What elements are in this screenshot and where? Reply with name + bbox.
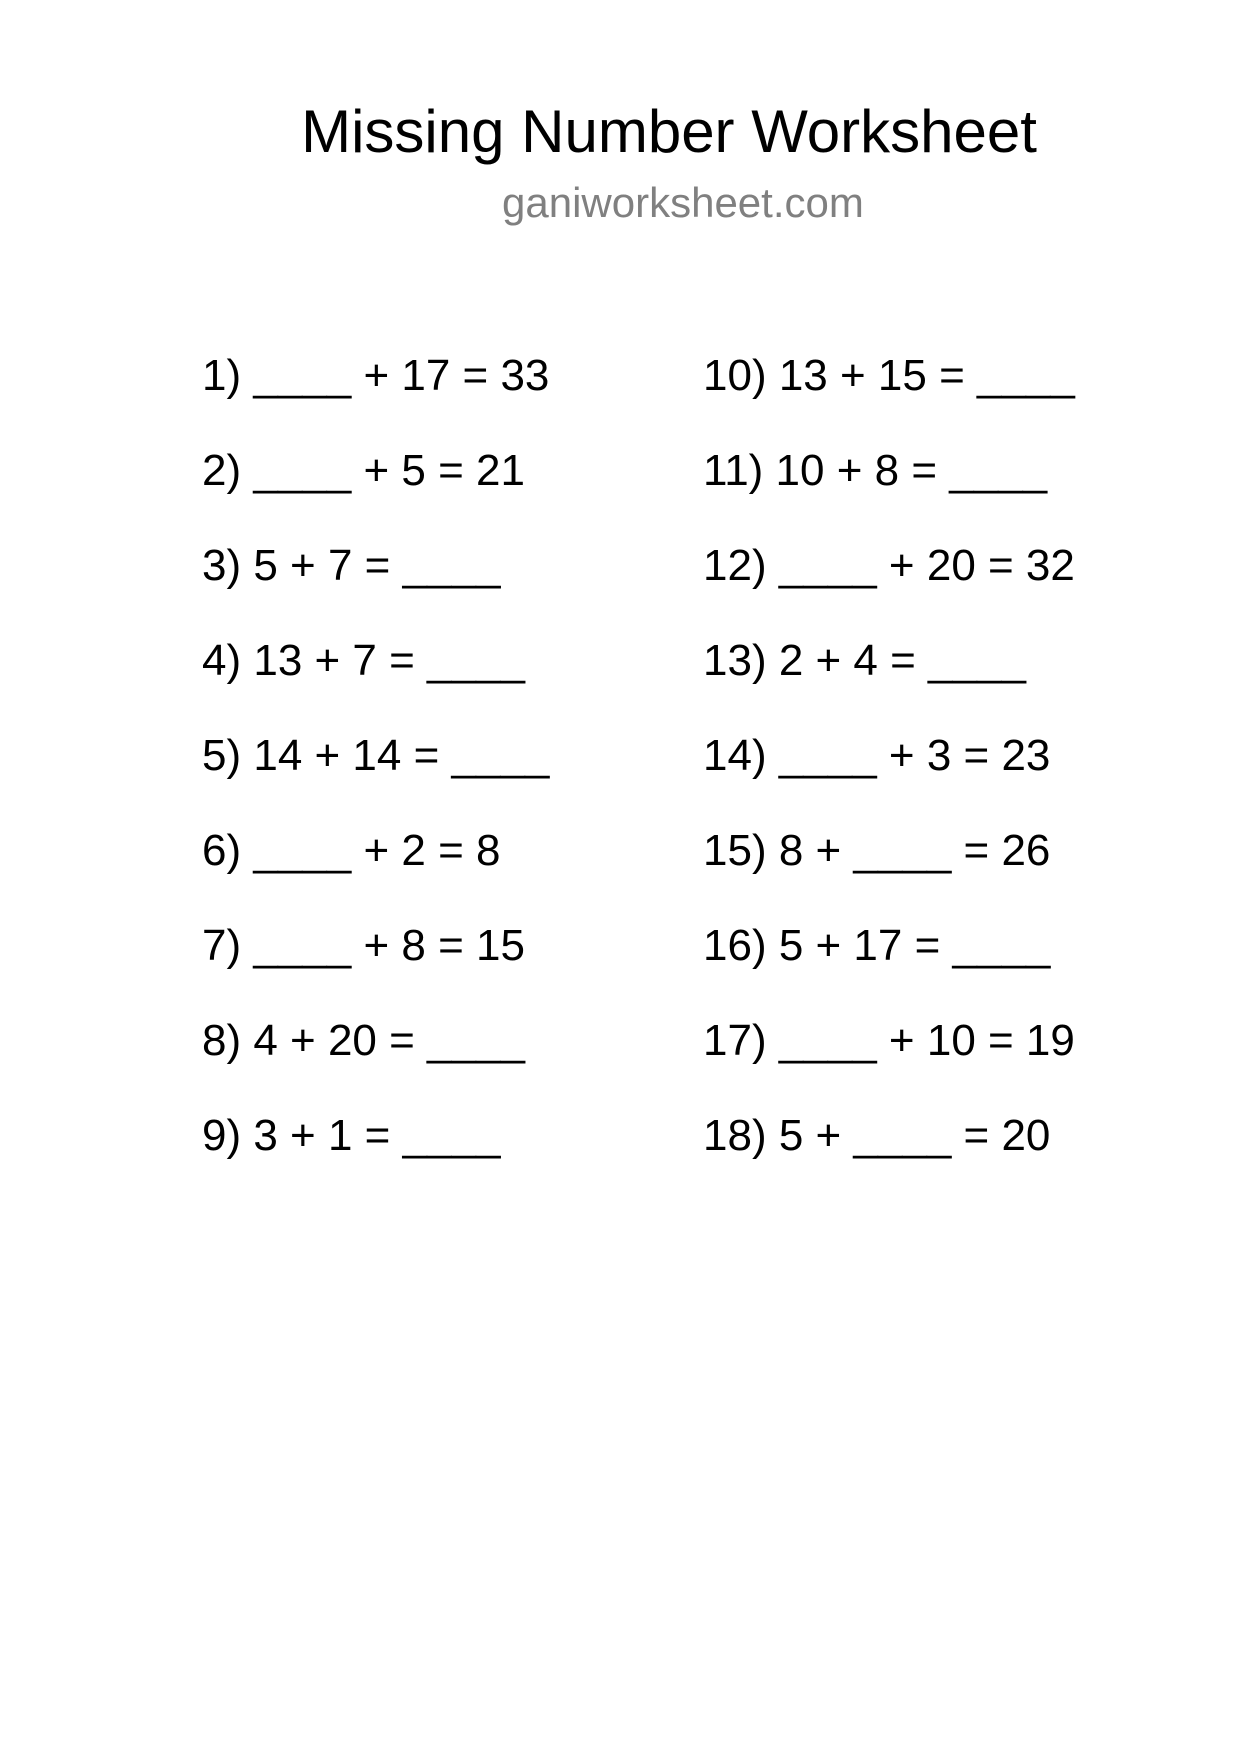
problem-3: 3) 5 + 7 = ____ bbox=[202, 541, 501, 590]
problem-8: 8) 4 + 20 = ____ bbox=[202, 1016, 525, 1065]
page-title: Missing Number Worksheet bbox=[301, 98, 1037, 165]
problems-column-left bbox=[202, 350, 549, 1205]
problem-11: 11) 10 + 8 = ____ bbox=[703, 446, 1048, 495]
problem-18: 18) 5 + ____ = 20 bbox=[703, 1111, 1051, 1160]
problem-7: 7) ____ + 8 = 15 bbox=[202, 921, 525, 970]
problem-2: 2) ____ + 5 = 21 bbox=[202, 446, 525, 495]
problems-column-right bbox=[703, 350, 1075, 1205]
problem-16: 16) 5 + 17 = ____ bbox=[703, 921, 1051, 970]
problem-17: 17) ____ + 10 = 19 bbox=[703, 1016, 1075, 1065]
problem-5: 5) 14 + 14 = ____ bbox=[202, 731, 550, 780]
problem-6: 6) ____ + 2 = 8 bbox=[202, 826, 501, 875]
problem-15: 15) 8 + ____ = 26 bbox=[703, 826, 1051, 875]
problem-9: 9) 3 + 1 = ____ bbox=[202, 1111, 501, 1160]
problem-4: 4) 13 + 7 = ____ bbox=[202, 636, 525, 685]
problem-13: 13) 2 + 4 = ____ bbox=[703, 636, 1026, 685]
problem-10: 10) 13 + 15 = ____ bbox=[703, 351, 1075, 400]
website-label: ganiworksheet.com bbox=[502, 179, 864, 226]
problem-14: 14) ____ + 3 = 23 bbox=[703, 731, 1051, 780]
problem-1: 1) ____ + 17 = 33 bbox=[202, 351, 550, 400]
problem-12: 12) ____ + 20 = 32 bbox=[703, 541, 1075, 590]
